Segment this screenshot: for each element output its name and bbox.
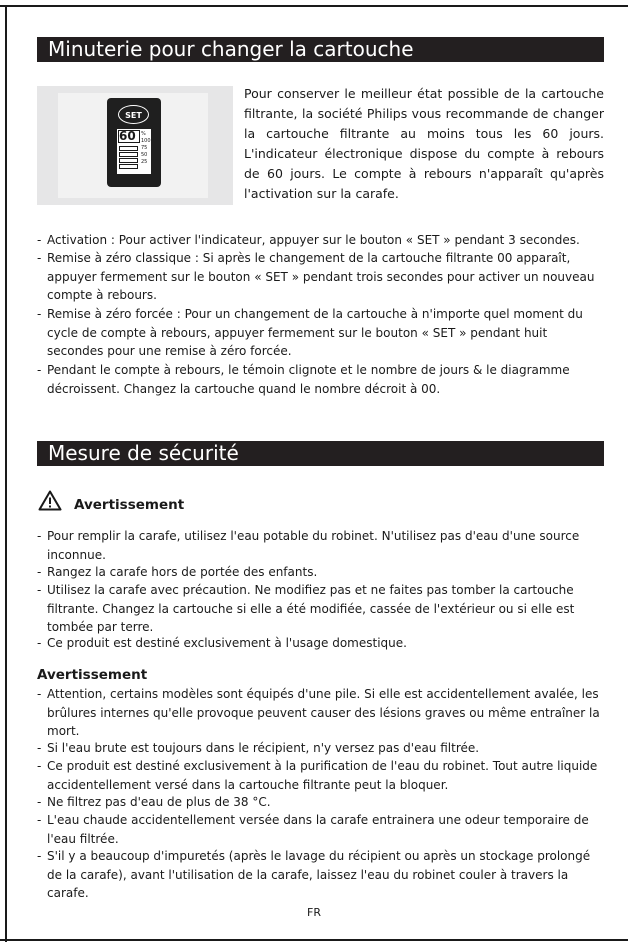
level-scale [141, 131, 151, 166]
page-border-top [0, 5, 628, 7]
list-item: - L'eau chaude accidentellement versée dans la carafe entrainera une odeur temporaire de l'eau filtrée. [37, 811, 607, 848]
level-bar [119, 158, 138, 163]
list-item: - Si l'eau brute est toujours dans le récipient, n'y versez pas d'eau filtrée. [37, 739, 607, 758]
level-bar [119, 146, 138, 151]
list-item: - Utilisez la carafe avec précaution. Ne modifiez pas et ne faites pas tomber la cartouche filtrante. Changez la cartouche si elle a été modifiée, cassée de l'extérieur ou si elle est tombée par terre. [37, 581, 607, 637]
list-item: - Activation : Pour activer l'indicateur, appuyer sur le bouton « SET » pendant 3 secondes. [37, 231, 607, 250]
warning-heading: Avertissement [37, 667, 148, 683]
list-item: - Remise à zéro classique : Si après le changement de la cartouche filtrante 00 apparaît, appuyer fermement sur le bouton « SET » pendant trois secondes pour activer un nouveau compte à rebours. [37, 249, 607, 305]
list-item-text: Ce produit est destiné exclusivement à la purification de l'eau du robinet. Tout autre liquide accidentellement versé dans la cartouche filtrante peut la bloquer. [47, 759, 598, 792]
list-item-text: Si l'eau brute est toujours dans le récipient, n'y versez pas d'eau filtrée. [47, 741, 480, 755]
page-border-left [5, 5, 7, 942]
list-item-text: Remise à zéro forcée : Pour un changement de la cartouche à n'importe quel moment du cycle de compte à rebours, appuyer fermement sur le bouton « SET » pendant huit secondes pour une remise à zéro forcée. [47, 307, 583, 358]
list-item: - Attention, certains modèles sont équipés d'une pile. Si elle est accidentellement avalée, les brûlures internes qu'elle provoque peuvent causer des lésions graves ou même entraîner la mort. [37, 685, 607, 741]
set-button-illustration: SET [118, 105, 149, 124]
device-display [117, 129, 151, 174]
list-item-text: Utilisez la carafe avec précaution. Ne modifiez pas et ne faites pas tomber la cartouche filtrante. Changez la cartouche si elle a été modifiée, cassée de l'extérieur ou si elle est tombée par terre. [47, 583, 575, 634]
list-item-text: Rangez la carafe hors de portée des enfants. [47, 565, 318, 579]
list-item: - Rangez la carafe hors de portée des enfants. [37, 563, 607, 582]
list-item: - S'il y a beaucoup d'impuretés (après le lavage du récipient ou après un stockage prolongé de la carafe), avant l'utilisation de la carafe, laissez l'eau du robinet couler à travers la carafe. [37, 847, 607, 903]
list-item-text: Pendant le compte à rebours, le témoin clignote et le nombre de jours & le diagramme décroissent. Changez la cartouche quand le nombre décroit à 00. [47, 363, 570, 396]
list-item: - Ce produit est destiné exclusivement à l'usage domestique. [37, 634, 607, 653]
list-item: - Pendant le compte à rebours, le témoin clignote et le nombre de jours & le diagramme décroissent. Changez la cartouche quand le nombre décroit à 00. [37, 361, 607, 398]
warning-heading: Avertissement [74, 497, 185, 513]
scale-label: 50 [141, 152, 148, 158]
section-heading-timer [37, 37, 604, 62]
warning-triangle-icon [38, 490, 62, 511]
intro-paragraph: Pour conserver le meilleur état possible de la cartouche filtrante, la société Philips vous recommande de changer la cartouche filtrante au moins tous les 60 jours. L'indicateur électronique dispose du compte à rebours de 60 jours. Le compte à rebours n'apparaît qu'après l'activation sur la carafe. [244, 86, 604, 201]
level-bar [119, 164, 138, 169]
scale-label: 75 [141, 145, 148, 151]
display-digits: 60 [119, 129, 136, 143]
list-item: - Ce produit est destiné exclusivement à la purification de l'eau du robinet. Tout autre liquide accidentellement versé dans la cartouche filtrante peut la bloquer. [37, 757, 607, 794]
scale-unit: % [141, 131, 146, 137]
list-item-text: Remise à zéro classique : Si après le changement de la cartouche filtrante 00 apparaît, appuyer fermement sur le bouton « SET » pendant trois secondes pour activer un nouveau compte à rebours. [47, 251, 595, 302]
page-footer-language: FR [307, 906, 321, 919]
section-heading-safety [37, 441, 604, 466]
list-item: - Ne filtrez pas d'eau de plus de 38 °C. [37, 793, 607, 812]
list-item-text: Activation : Pour activer l'indicateur, appuyer sur le bouton « SET » pendant 3 secondes. [47, 233, 580, 247]
list-item-text: Ce produit est destiné exclusivement à l'usage domestique. [47, 636, 407, 650]
section-title: Minuterie pour changer la cartouche [48, 37, 414, 61]
list-item: - Remise à zéro forcée : Pour un changement de la cartouche à n'importe quel moment du cycle de compte à rebours, appuyer fermement sur le bouton « SET » pendant huit secondes pour une remise à zéro forcée. [37, 305, 607, 361]
list-item-text: Attention, certains modèles sont équipés d'une pile. Si elle est accidentellement avalée, les brûlures internes qu'elle provoque peuvent causer des lésions graves ou même entraîner la mort. [47, 687, 600, 738]
level-bar [119, 152, 138, 157]
section-title: Mesure de sécurité [48, 441, 239, 465]
scale-label: 25 [141, 159, 148, 165]
list-item: - Pour remplir la carafe, utilisez l'eau potable du robinet. N'utilisez pas d'eau d'une source inconnue. [37, 527, 607, 564]
page-border-bottom [0, 939, 628, 941]
level-bars [119, 146, 138, 170]
list-item-text: Ne filtrez pas d'eau de plus de 38 °C. [47, 795, 271, 809]
scale-label: 100 [141, 138, 151, 144]
list-item-text: L'eau chaude accidentellement versée dans la carafe entrainera une odeur temporaire de l'eau filtrée. [47, 813, 589, 846]
list-item-text: S'il y a beaucoup d'impuretés (après le lavage du récipient ou après un stockage prolongé de la carafe), avant l'utilisation de la carafe, laissez l'eau du robinet couler à travers la carafe. [47, 849, 591, 900]
list-item-text: Pour remplir la carafe, utilisez l'eau potable du robinet. N'utilisez pas d'eau d'une source inconnue. [47, 529, 580, 562]
timer-device [107, 98, 161, 187]
figure-pointer [208, 135, 233, 163]
